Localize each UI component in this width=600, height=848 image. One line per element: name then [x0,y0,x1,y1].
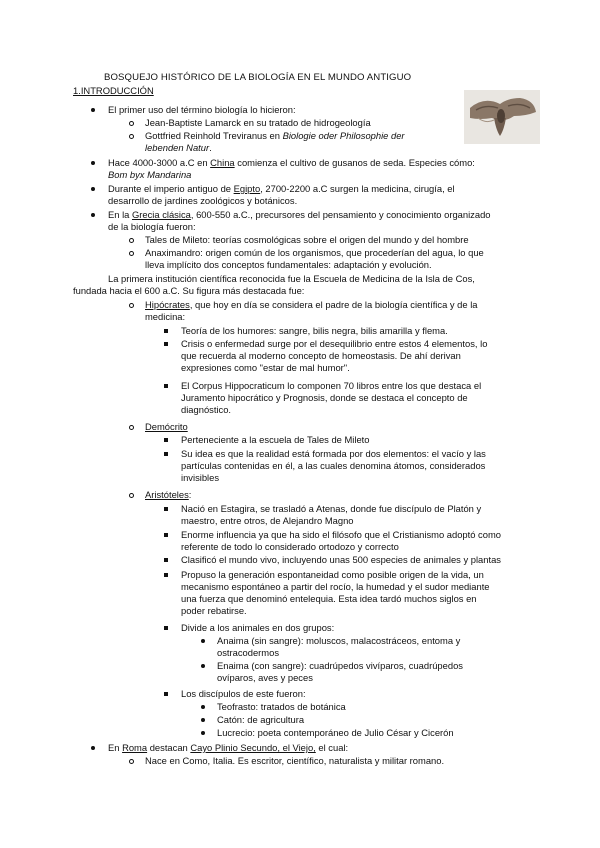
list-item: Crisis o enfermedad surge por el desequilibrio entre estos 4 elementos, lo [181,338,488,349]
democrito-link[interactable]: Demócrito [145,421,188,432]
bullet-icon [164,329,168,333]
list-item-cont: lebenden Natur. [145,142,212,153]
list-item-cont: de la biología fueron: [108,221,196,232]
list-item: Gottfried Reinhold Treviranus en Biologie oder Philosophie der [145,130,405,141]
list-item-cont: referente de todo lo considerado ortodozo y correcto [181,541,399,552]
bullet-icon [201,639,205,643]
bullet-icon [164,533,168,537]
list-item-cont: Juramento hipocrático y Prognosis, donde se destaca el concepto de [181,392,468,403]
list-item-cont: mecanismo espontáneo a partir del rocío, la humedad y el sudor mediante [181,581,490,592]
list-item-cont: medicina: [145,311,186,322]
bullet-icon [91,746,95,750]
list-item: Nace en Como, Italia. Es escritor, científico, naturalista y militar romano. [145,755,445,766]
paragraph: La primera institución científica reconocida fue la Escuela de Medicina de la Isla de Cos, [108,273,475,284]
list-item-cont: lleva implícito dos conceptos fundamentales: adaptación y evolución. [145,259,432,270]
list-item: Jean-Baptiste Lamarck en su tratado de hidrogeología [145,117,371,128]
list-item-cont: partículas contenidas en él, a las cuales denomina átomos, considerados [181,460,486,471]
list-item: Aristóteles: [145,489,192,500]
list-item-cont: ostracodermos [217,647,280,658]
egipto-link[interactable]: Egipto [233,183,261,194]
bullet-icon [164,558,168,562]
bullet-icon [129,303,134,308]
list-item: Enorme influencia ya que ha sido el filósofo que el Cristianismo adoptó como [181,529,501,540]
list-item-cont: ovíparos, aves y peces [217,672,313,683]
bullet-icon [201,705,205,709]
aristoteles-link[interactable]: Aristóteles [145,489,189,500]
hipocrates-link[interactable]: Hipócrates [145,299,190,310]
list-item: Anaima (sin sangre): moluscos, malacostráceos, entoma y [217,635,461,646]
list-item: Tales de Mileto: teorías cosmológicas sobre el origen del mundo y del hombre [145,234,469,245]
list-item: Los discípulos de este fueron: [181,688,306,699]
list-item-cont: poder rebatirse. [181,605,247,616]
bullet-icon [201,664,205,668]
bullet-icon [91,213,95,217]
list-item: Su idea es que la realidad está formada por dos elementos: el vacío y las [181,448,486,459]
list-item-cont: desarrollo de jardines zoológicos y botánicos. [108,195,298,206]
bullet-icon [129,251,134,256]
bullet-icon [201,731,205,735]
list-item: Catón: de agricultura [217,714,305,725]
bullet-icon [164,384,168,388]
list-item: Hace 4000-3000 a.C en China comienza el cultivo de gusanos de seda. Especies cómo: [108,157,475,168]
bullet-icon [201,718,205,722]
list-item: Divide a los animales en dos grupos: [181,622,335,633]
bullet-icon [164,452,168,456]
list-item: Durante el imperio antiguo de Egipto, 2700-2200 a.C surgen la medicina, cirugía, el [108,183,455,194]
bullet-icon [91,187,95,191]
list-item: Perteneciente a la escuela de Tales de Mileto [181,434,370,445]
list-item-cont: maestro, entre otros, de Alejandro Magno [181,515,354,526]
list-item: Teoría de los humores: sangre, bilis negra, bilis amarilla y flema. [181,325,448,336]
list-item: Clasificó el mundo vivo, incluyendo unas 500 especies de animales y plantas [181,554,501,565]
bullet-icon [164,692,168,696]
list-item-cont: invisibles [181,472,220,483]
list-item: El primer uso del término biología lo hicieron: [108,104,296,115]
bullet-icon [91,108,95,112]
list-item-cont: expresiones como "estar de mal humor". [181,362,350,373]
list-item: Hipócrates, que hoy en día se considera el padre de la biología científica y de la [145,299,478,310]
bullet-icon [129,425,134,430]
list-item-cont: Bom byx Mandarina [108,169,192,180]
list-item: Anaximandro: origen común de los organismos, que procederían del agua, lo que [145,247,484,258]
list-item: Enaima (con sangre): cuadrúpedos vivíparos, cuadrúpedos [217,660,463,671]
bullet-icon [129,493,134,498]
list-item-cont: diagnóstico. [181,404,232,415]
bullet-icon [129,759,134,764]
bullet-icon [91,161,95,165]
china-link[interactable]: China [210,157,235,168]
list-item-cont: que recuerda al moderno concepto de homeostasis. De ahí derivan [181,350,461,361]
list-item: Lucrecio: poeta contemporáneo de Julio César y Cicerón [217,727,454,738]
section-heading: 1.INTRODUCCIÓN [73,85,154,96]
bullet-icon [129,121,134,126]
list-item: El Corpus Hippocraticum lo componen 70 libros entre los que destaca el [181,380,482,391]
list-item-cont: una fuerza que denominó entelequia. Esta idea tardó muchos siglos en [181,593,477,604]
bullet-icon [164,507,168,511]
plinio-link[interactable]: Cayo Plinio Secundo, el Viejo, [190,742,316,753]
moth-photo-icon [464,90,540,144]
bullet-icon [129,134,134,139]
list-item: Nació en Estagira, se trasladó a Atenas, donde fue discípulo de Platón y [181,503,482,514]
list-item: En la Grecia clásica, 600-550 a.C., precursores del pensamiento y conocimiento organizado [108,209,491,220]
paragraph: fundada hacia el 600 a.C. Su figura más destacada fue: [73,285,305,296]
bullet-icon [164,573,168,577]
bullet-icon [129,238,134,243]
page-title: BOSQUEJO HISTÓRICO DE LA BIOLOGÍA EN EL MUNDO ANTIGUO [104,72,412,83]
list-item: Teofrasto: tratados de botánica [217,701,346,712]
roma-link[interactable]: Roma [122,742,148,753]
list-item: En Roma destacan Cayo Plinio Secundo, el Viejo, el cual: [108,742,349,753]
bullet-icon [164,626,168,630]
bullet-icon [164,342,168,346]
grecia-link[interactable]: Grecia clásica [131,209,191,220]
list-item: Propuso la generación espontaneidad como posible origen de la vida, un [181,569,484,580]
bullet-icon [164,438,168,442]
